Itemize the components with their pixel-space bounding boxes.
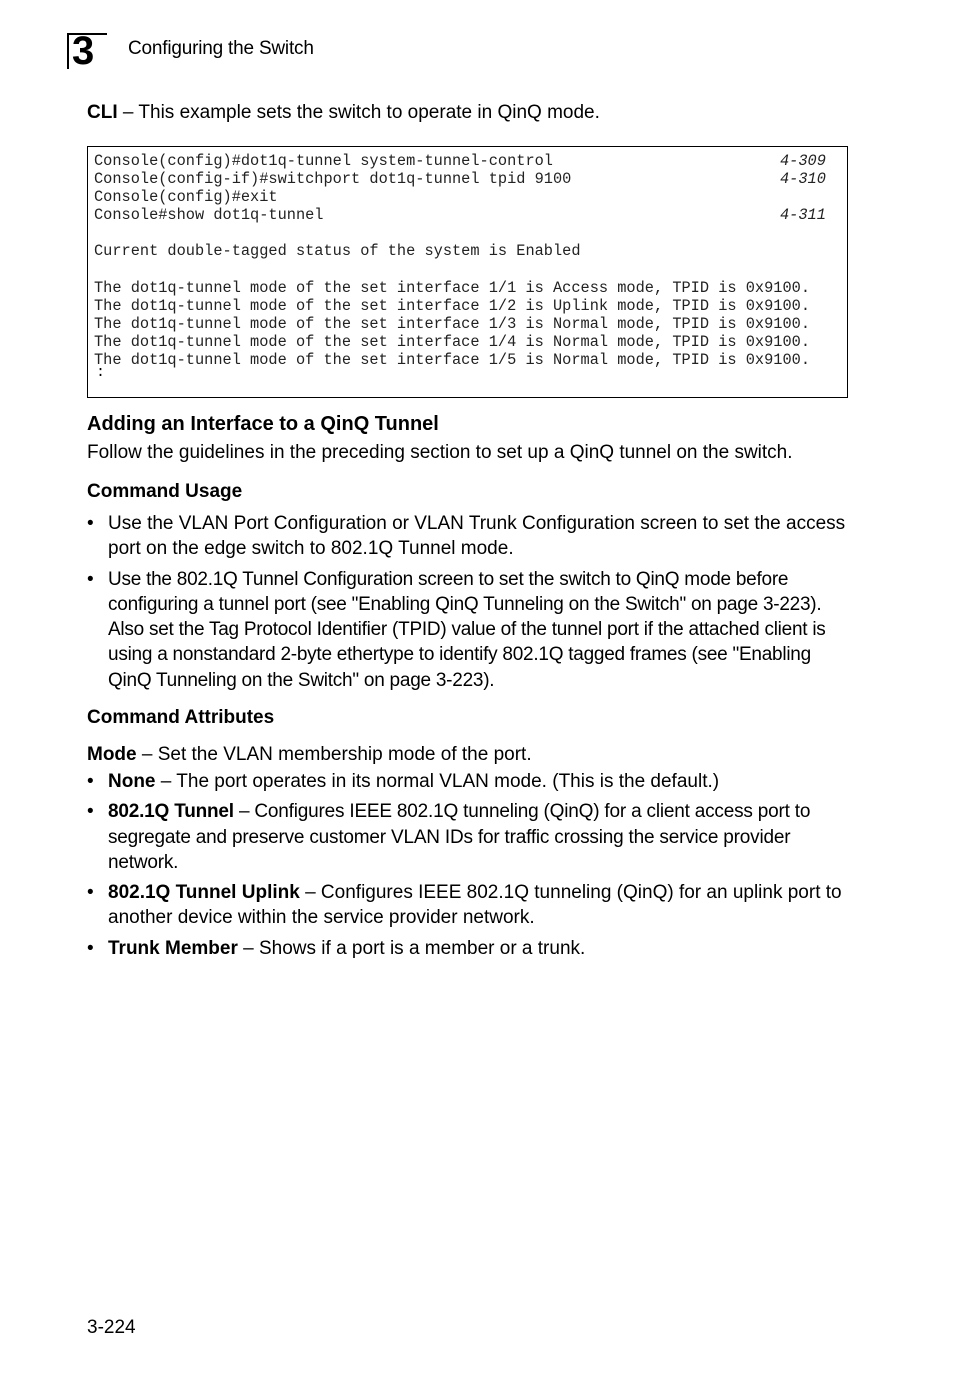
list-item-text: Use the 802.1Q Tunnel Configuration screen to set the switch to QinQ mode before configuring a tunnel port (see "Enabling QinQ Tunneling on the Switch" on page 3-223). Also set the Tag Protocol Identifier (TPID) value of the tunnel port if the attached client is using a nonstandard 2-byte ethertype to identify 802.1Q tagged frames (see "Enabling QinQ Tunneling on the Switch" on page 3-223). xyxy=(108,568,826,691)
cli-label: CLI xyxy=(87,102,118,123)
code-page-ref: 4-311 xyxy=(780,206,826,225)
code-line xyxy=(94,224,841,242)
mode-text: – Set the VLAN membership mode of the port. xyxy=(136,744,532,765)
code-text: The dot1q-tunnel mode of the set interface 1/5 is Normal mode, TPID is 0x9100. xyxy=(94,351,811,370)
option-term: 802.1Q Tunnel xyxy=(108,801,234,823)
code-line xyxy=(94,206,841,224)
code-line xyxy=(94,351,841,369)
code-line xyxy=(94,279,841,297)
code-line xyxy=(94,152,841,170)
code-line xyxy=(94,242,841,260)
page-number: 3-224 xyxy=(87,1317,136,1338)
option-term: Trunk Member xyxy=(108,937,238,959)
code-text: Console(config)#exit xyxy=(94,188,278,207)
code-text: Console(config-if)#switchport dot1q-tunnel tpid 9100 xyxy=(94,170,572,189)
running-header: Configuring the Switch xyxy=(128,38,314,59)
list-item xyxy=(87,567,849,693)
chapter-number: 3 xyxy=(72,29,95,73)
code-page-ref: 4-309 xyxy=(780,152,826,170)
command-usage-list xyxy=(87,511,849,693)
code-line xyxy=(94,261,841,279)
mode-description xyxy=(87,744,532,766)
cli-intro xyxy=(87,102,600,124)
option-text: – Configures IEEE 802.1Q tunneling (QinQ) for a client access port to segregate and preserve customer VLAN IDs for traffic crossing the service provider network. xyxy=(108,801,811,873)
mode-label: Mode xyxy=(87,744,137,765)
command-usage-heading: Command Usage xyxy=(87,481,243,502)
code-text: Console(config)#dot1q-tunnel system-tunnel-control xyxy=(94,152,553,170)
option-text: – Configures IEEE 802.1Q tunneling (QinQ) for an uplink port to another device within the service provider network. xyxy=(108,882,842,929)
cli-code-block xyxy=(87,146,848,398)
list-item xyxy=(87,511,849,562)
mode-options-list xyxy=(87,769,849,961)
code-continuation: : xyxy=(96,364,106,382)
code-text: The dot1q-tunnel mode of the set interface 1/1 is Access mode, TPID is 0x9100. xyxy=(94,278,811,297)
section-intro: Follow the guidelines in the preceding section to set up a QinQ tunnel on the switch. xyxy=(87,442,793,463)
code-line xyxy=(94,315,841,333)
list-item xyxy=(87,936,849,961)
list-item-text: Use the VLAN Port Configuration or VLAN Trunk Configuration screen to set the access port on the edge switch to 802.1Q Tunnel mode. xyxy=(108,513,846,560)
code-page-ref: 4-310 xyxy=(780,170,826,189)
code-text: The dot1q-tunnel mode of the set interface 1/2 is Uplink mode, TPID is 0x9100. xyxy=(94,296,811,315)
chapter-badge xyxy=(67,29,107,73)
cli-intro-text: – This example sets the switch to operate in QinQ mode. xyxy=(117,102,600,123)
code-line xyxy=(94,333,841,351)
option-term: 802.1Q Tunnel Uplink xyxy=(108,882,300,904)
option-term: None xyxy=(108,771,156,792)
section-heading: Adding an Interface to a QinQ Tunnel xyxy=(87,413,439,435)
code-line xyxy=(94,297,841,315)
list-item xyxy=(87,769,849,794)
code-text: The dot1q-tunnel mode of the set interface 1/3 is Normal mode, TPID is 0x9100. xyxy=(94,314,811,333)
option-text: – The port operates in its normal VLAN mode. (This is the default.) xyxy=(155,771,720,792)
code-text: Console#show dot1q-tunnel xyxy=(94,206,324,225)
code-line xyxy=(94,170,841,188)
code-text: The dot1q-tunnel mode of the set interface 1/4 is Normal mode, TPID is 0x9100. xyxy=(94,332,811,351)
code-text: Current double-tagged status of the system is Enabled xyxy=(94,242,581,261)
code-continuation-dots xyxy=(94,364,841,382)
command-attributes-heading: Command Attributes xyxy=(87,707,275,728)
option-text: – Shows if a port is a member or a trunk. xyxy=(237,937,586,959)
list-item xyxy=(87,799,849,875)
code-line xyxy=(94,188,841,206)
list-item xyxy=(87,880,849,931)
